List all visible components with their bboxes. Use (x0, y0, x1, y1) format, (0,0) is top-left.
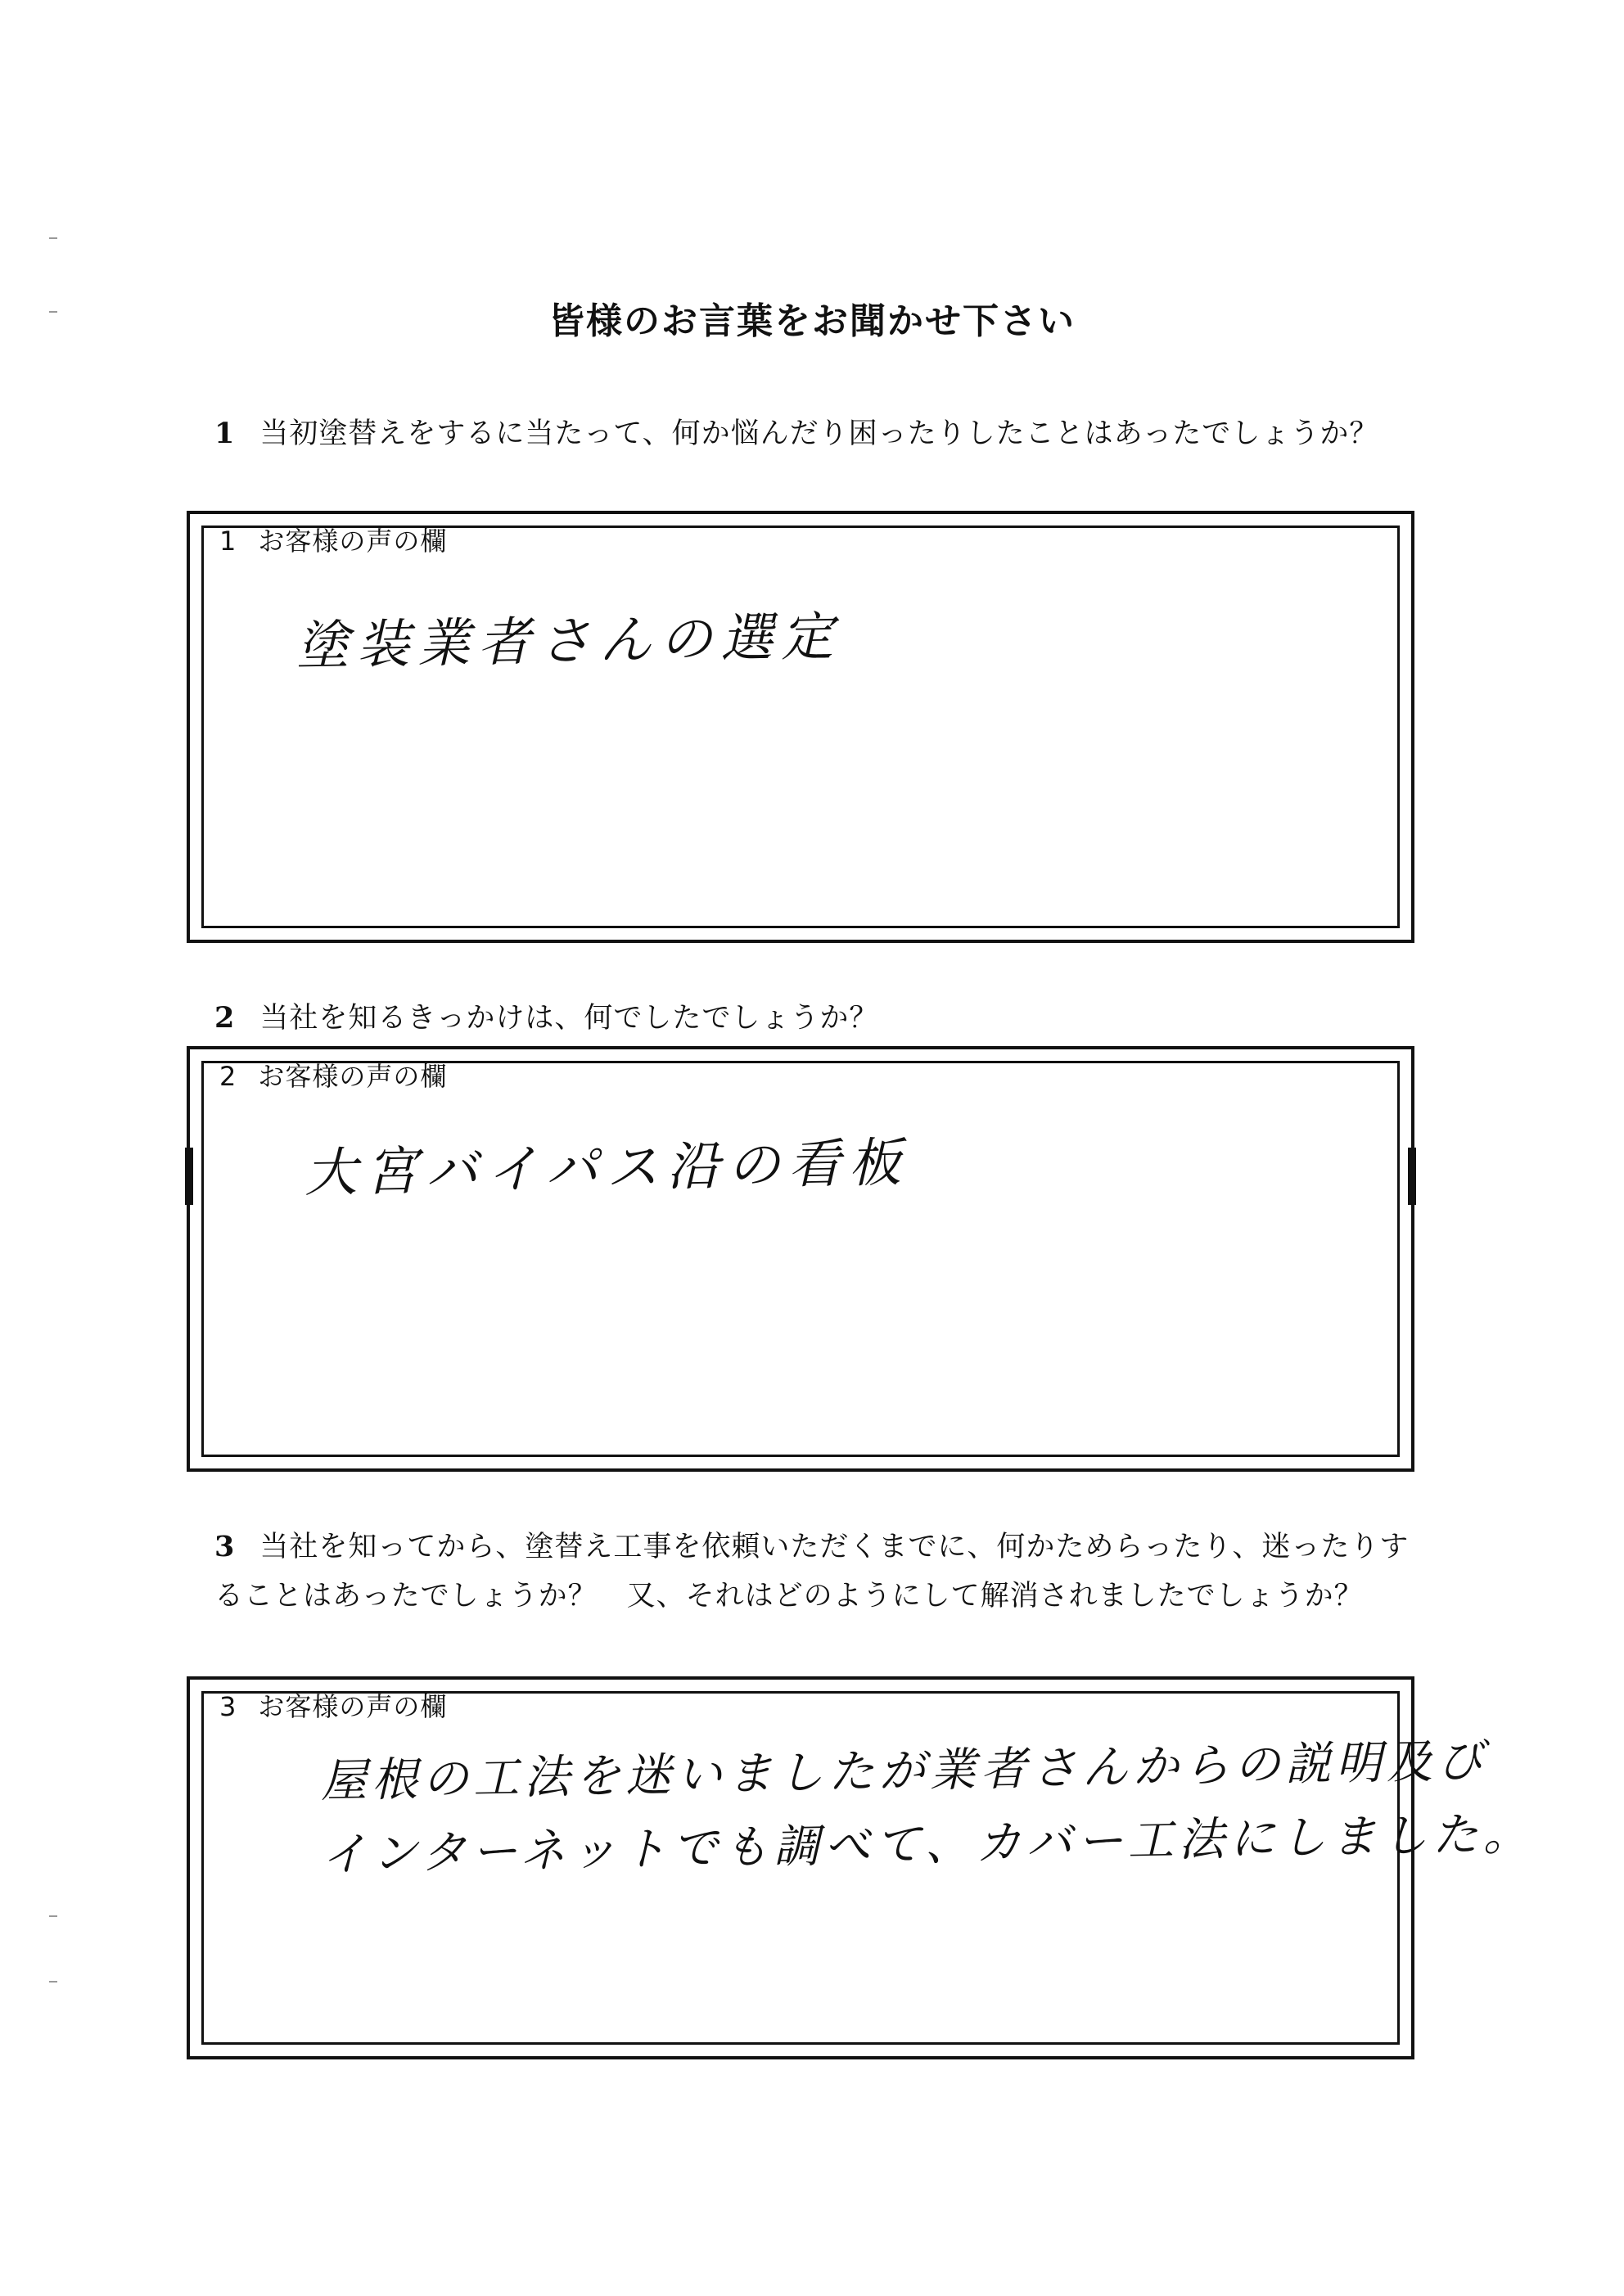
answer-box-label (219, 1686, 447, 1724)
box-number: 2 (219, 1061, 237, 1092)
question-text: 当初塗替えをするに当たって、何か悩んだり困ったりしたことはあったでしょうか？ (259, 417, 1379, 450)
scan-margin-mark (49, 1981, 57, 1982)
answer-box-inner (201, 526, 1400, 928)
answer-box-3 (187, 1676, 1535, 2059)
scan-margin-mark (49, 237, 57, 239)
answer-box-2 (187, 1046, 1414, 1472)
scan-margin-mark (49, 311, 57, 313)
box-label-text: お客様の声の欄 (258, 1061, 448, 1092)
handwritten-answer-line-1: 屋根の工法を迷いましたが業者さんからの説明及び (320, 1734, 1489, 1808)
question-text: 当社を知るきっかけは、何でしたでしょうか？ (259, 1002, 879, 1035)
binding-mark (185, 1148, 193, 1205)
question-number: 2 (214, 1001, 236, 1035)
box-label-text: お客様の声の欄 (258, 1691, 448, 1722)
answer-box-label (219, 521, 447, 558)
handwritten-answer: 大宮バイパス沿の看板 (304, 1133, 910, 1204)
scan-margin-mark (49, 1915, 57, 1917)
question-number: 3 (214, 1530, 236, 1563)
handwritten-answer-line-2: インターネットでも調べて、カバー工法にしました。 (320, 1807, 1535, 1882)
handwritten-answer: 塗装業者さんの選定 (295, 607, 842, 677)
answer-box-inner (201, 1061, 1400, 1457)
binding-mark (1408, 1148, 1416, 1205)
question-number: 1 (214, 417, 236, 450)
page-title: 皆様のお言葉をお聞かせ下さい (548, 300, 1076, 342)
question-2 (214, 994, 1410, 1043)
answer-box-1 (187, 511, 1414, 943)
box-number: 1 (219, 526, 237, 557)
box-label-text: お客様の声の欄 (258, 526, 448, 557)
answer-box-label (219, 1056, 447, 1094)
box-number: 3 (219, 1691, 237, 1722)
question-1 (214, 409, 1410, 458)
question-text: 当社を知ってから、塗替え工事を依頼いただくまでに、何かためらったり、迷ったりすることはあったでしょうか？ 又、それはどのようにして解消されましたでしょうか？ (214, 1531, 1410, 1613)
question-3 (214, 1522, 1410, 1621)
